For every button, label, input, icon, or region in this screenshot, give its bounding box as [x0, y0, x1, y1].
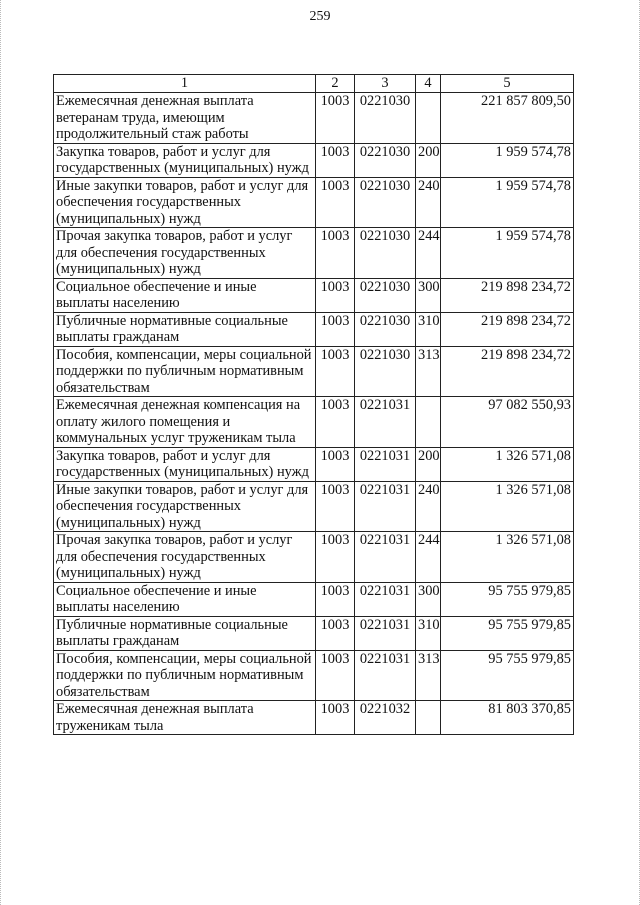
column-header: 5 — [441, 75, 574, 93]
scan-edge-left — [0, 0, 3, 905]
section-code-cell: 1003 — [316, 397, 355, 448]
article-code-cell: 0221030 — [355, 346, 416, 397]
section-code-cell: 1003 — [316, 312, 355, 346]
expense-type-cell: 240 — [416, 481, 441, 532]
page-number: 259 — [309, 9, 331, 24]
row-name-cell: Прочая закупка товаров, работ и услуг для обеспечения государственных (муниципальных) нужд — [54, 228, 316, 279]
section-code-cell: 1003 — [316, 616, 355, 650]
amount-cell: 1 959 574,78 — [441, 143, 574, 177]
column-header: 1 — [54, 75, 316, 93]
amount-cell: 1 326 571,08 — [441, 447, 574, 481]
amount-cell: 1 326 571,08 — [441, 481, 574, 532]
header-row — [54, 75, 574, 93]
article-code-cell: 0221030 — [355, 312, 416, 346]
expense-type-cell: 310 — [416, 616, 441, 650]
article-code-cell: 0221031 — [355, 532, 416, 583]
row-name-cell: Пособия, компенсации, меры социальной поддержки по публичным нормативным обязательствам — [54, 650, 316, 701]
amount-cell: 219 898 234,72 — [441, 278, 574, 312]
expense-type-cell: 310 — [416, 312, 441, 346]
amount-cell: 219 898 234,72 — [441, 346, 574, 397]
row-name-cell: Пособия, компенсации, меры социальной поддержки по публичным нормативным обязательствам — [54, 346, 316, 397]
expense-type-cell: 313 — [416, 346, 441, 397]
amount-cell: 95 755 979,85 — [441, 616, 574, 650]
expense-type-cell: 300 — [416, 582, 441, 616]
table-row — [54, 228, 574, 279]
table-row — [54, 447, 574, 481]
section-code-cell: 1003 — [316, 143, 355, 177]
row-name-cell: Ежемесячная денежная выплата труженикам тыла — [54, 701, 316, 735]
article-code-cell: 0221032 — [355, 701, 416, 735]
amount-cell: 1 959 574,78 — [441, 228, 574, 279]
table-row — [54, 143, 574, 177]
section-code-cell: 1003 — [316, 228, 355, 279]
table-row — [54, 278, 574, 312]
article-code-cell: 0221031 — [355, 582, 416, 616]
article-code-cell: 0221031 — [355, 650, 416, 701]
row-name-cell: Прочая закупка товаров, работ и услуг для обеспечения государственных (муниципальных) нужд — [54, 532, 316, 583]
budget-table — [53, 74, 574, 735]
table-row — [54, 397, 574, 448]
table-row — [54, 312, 574, 346]
row-name-cell: Иные закупки товаров, работ и услуг для обеспечения государственных (муниципальных) нужд — [54, 177, 316, 228]
row-name-cell: Ежемесячная денежная компенсация на оплату жилого помещения и коммунальных услуг труженикам тыла — [54, 397, 316, 448]
section-code-cell: 1003 — [316, 701, 355, 735]
article-code-cell: 0221030 — [355, 177, 416, 228]
amount-cell: 219 898 234,72 — [441, 312, 574, 346]
table-row — [54, 177, 574, 228]
table-row — [54, 532, 574, 583]
section-code-cell: 1003 — [316, 346, 355, 397]
article-code-cell: 0221031 — [355, 397, 416, 448]
table-row — [54, 650, 574, 701]
section-code-cell: 1003 — [316, 650, 355, 701]
amount-cell: 221 857 809,50 — [441, 93, 574, 144]
table-row — [54, 701, 574, 735]
article-code-cell: 0221030 — [355, 143, 416, 177]
row-name-cell: Публичные нормативные социальные выплаты гражданам — [54, 616, 316, 650]
section-code-cell: 1003 — [316, 177, 355, 228]
amount-cell: 1 326 571,08 — [441, 532, 574, 583]
table-row — [54, 93, 574, 144]
table-row — [54, 616, 574, 650]
table-body — [54, 93, 574, 735]
column-header: 4 — [416, 75, 441, 93]
section-code-cell: 1003 — [316, 481, 355, 532]
row-name-cell: Ежемесячная денежная выплата ветеранам труда, имеющим продолжительный стаж работы — [54, 93, 316, 144]
section-code-cell: 1003 — [316, 278, 355, 312]
amount-cell: 95 755 979,85 — [441, 582, 574, 616]
row-name-cell: Публичные нормативные социальные выплаты гражданам — [54, 312, 316, 346]
row-name-cell: Иные закупки товаров, работ и услуг для обеспечения государственных (муниципальных) нужд — [54, 481, 316, 532]
amount-cell: 1 959 574,78 — [441, 177, 574, 228]
expense-type-cell: 240 — [416, 177, 441, 228]
section-code-cell: 1003 — [316, 582, 355, 616]
expense-type-cell: 244 — [416, 228, 441, 279]
row-name-cell: Закупка товаров, работ и услуг для государственных (муниципальных) нужд — [54, 143, 316, 177]
section-code-cell: 1003 — [316, 532, 355, 583]
amount-cell: 97 082 550,93 — [441, 397, 574, 448]
row-name-cell: Социальное обеспечение и иные выплаты населению — [54, 278, 316, 312]
column-header: 3 — [355, 75, 416, 93]
article-code-cell: 0221031 — [355, 481, 416, 532]
section-code-cell: 1003 — [316, 447, 355, 481]
expense-type-cell — [416, 397, 441, 448]
expense-type-cell: 200 — [416, 447, 441, 481]
article-code-cell: 0221030 — [355, 93, 416, 144]
table-row — [54, 582, 574, 616]
table-row — [54, 346, 574, 397]
article-code-cell: 0221030 — [355, 278, 416, 312]
article-code-cell: 0221031 — [355, 616, 416, 650]
amount-cell: 95 755 979,85 — [441, 650, 574, 701]
row-name-cell: Закупка товаров, работ и услуг для государственных (муниципальных) нужд — [54, 447, 316, 481]
row-name-cell: Социальное обеспечение и иные выплаты населению — [54, 582, 316, 616]
amount-cell: 81 803 370,85 — [441, 701, 574, 735]
expense-type-cell: 313 — [416, 650, 441, 701]
article-code-cell: 0221031 — [355, 447, 416, 481]
section-code-cell: 1003 — [316, 93, 355, 144]
expense-type-cell: 244 — [416, 532, 441, 583]
expense-type-cell — [416, 701, 441, 735]
expense-type-cell: 200 — [416, 143, 441, 177]
expense-type-cell — [416, 93, 441, 144]
column-header: 2 — [316, 75, 355, 93]
article-code-cell: 0221030 — [355, 228, 416, 279]
table-row — [54, 481, 574, 532]
expense-type-cell: 300 — [416, 278, 441, 312]
